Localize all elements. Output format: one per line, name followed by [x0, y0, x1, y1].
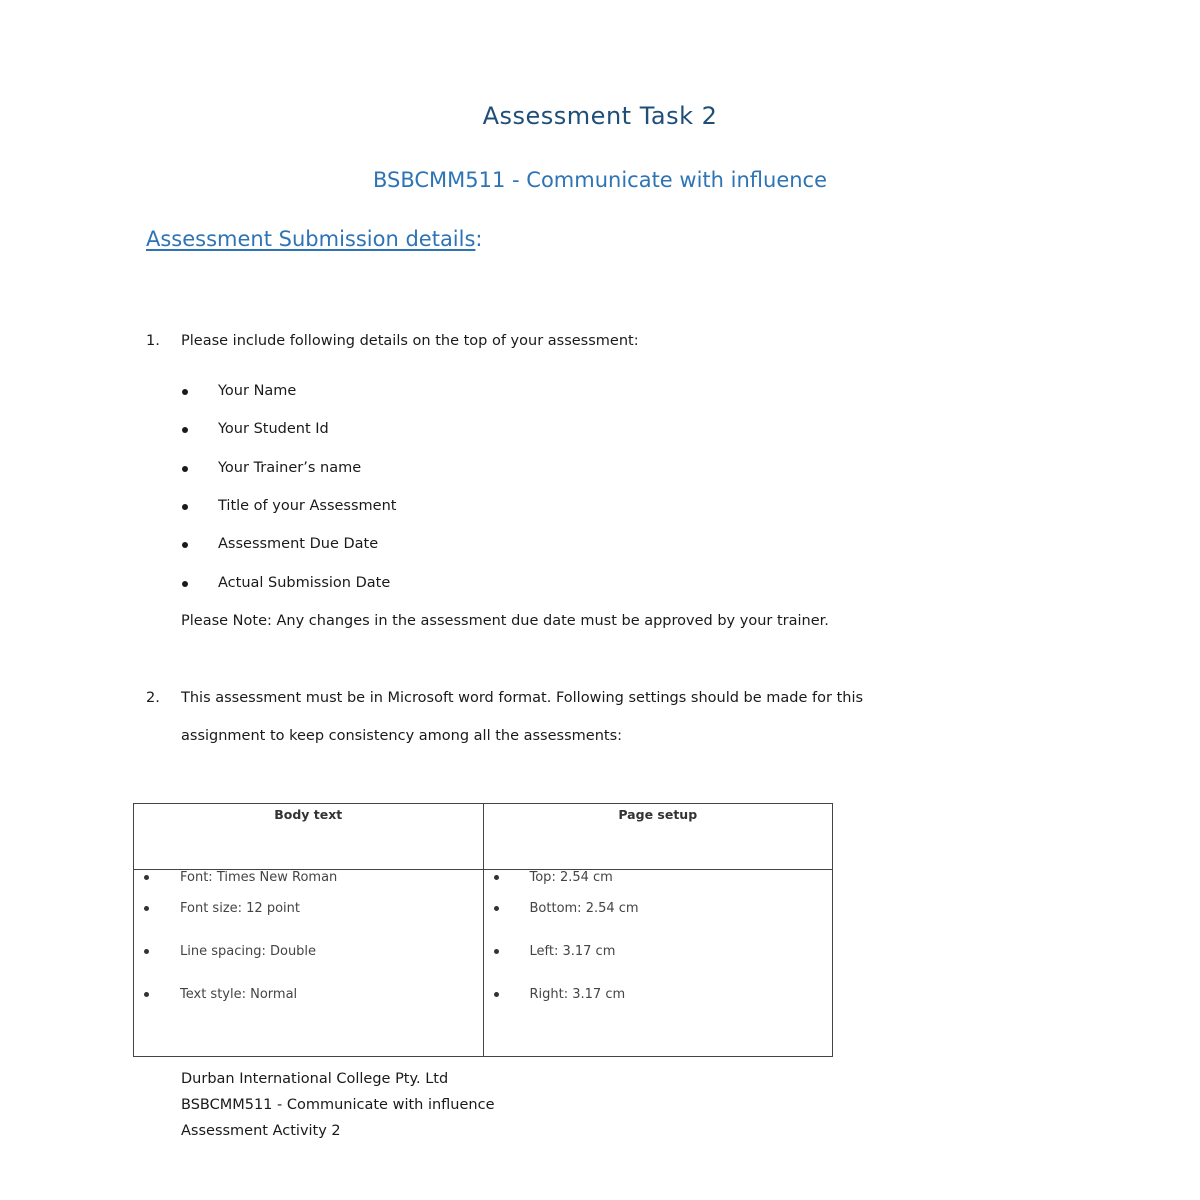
- list-item-text: Line spacing: Double: [180, 944, 317, 959]
- list-item: [180, 901, 300, 916]
- bullet-icon: [182, 542, 188, 548]
- list-item: [530, 944, 616, 959]
- bullet-icon: [144, 875, 149, 880]
- list-item-text: Actual Submission Date: [218, 575, 391, 591]
- note-text: Please Note: Any changes in the assessment due date must be approved by your trainer.: [181, 613, 829, 629]
- bullet-icon: [182, 466, 188, 472]
- bullet-icon: [182, 581, 188, 587]
- list-item-text: Title of your Assessment: [218, 498, 397, 514]
- list-item-text: Font size: 12 point: [180, 901, 300, 916]
- item2-line2: assignment to keep consistency among all the assessments:: [181, 728, 623, 744]
- footer-unit: BSBCMM511 - Communicate with influence: [181, 1097, 495, 1113]
- list-item-text: Your Student Id: [218, 421, 329, 437]
- settings-table: [133, 803, 833, 1057]
- list-item: [530, 901, 639, 916]
- list-item: [180, 944, 316, 959]
- bullet-icon: [144, 949, 149, 954]
- bullet-icon: [182, 389, 188, 395]
- item2-line1: This assessment must be in Microsoft word format. Following settings should be made for this: [181, 690, 864, 706]
- bullet-icon: [494, 992, 499, 997]
- list-item: [180, 987, 297, 1002]
- bullet-icon: [144, 906, 149, 911]
- header-page-setup: Page setup: [483, 804, 833, 870]
- list-item-text: Font: Times New Roman: [180, 870, 338, 885]
- list-item-text: Text style: Normal: [180, 987, 298, 1002]
- list-item: [180, 870, 337, 885]
- document-subtitle: BSBCMM511 - Communicate with influence: [372, 168, 828, 192]
- item2-number: 2.: [146, 690, 160, 706]
- list-item-text: Left: 3.17 cm: [529, 944, 616, 959]
- header-body-text: Body text: [134, 804, 484, 870]
- table-header-row: [134, 804, 833, 870]
- body-text-cell: [134, 870, 484, 1057]
- page-setup-cell: [483, 870, 833, 1057]
- list-item-text: Bottom: 2.54 cm: [529, 901, 639, 916]
- footer-college: Durban International College Pty. Ltd: [181, 1071, 449, 1087]
- footer-activity: Assessment Activity 2: [181, 1123, 341, 1139]
- section-heading: [146, 227, 483, 251]
- document-title: Assessment Task 2: [482, 102, 718, 130]
- list-item-text: Your Name: [218, 383, 297, 399]
- bullet-icon: [144, 992, 149, 997]
- list-item-text: Right: 3.17 cm: [529, 987, 626, 1002]
- list-item: [530, 870, 613, 885]
- section-heading-text: Assessment Submission details: [146, 227, 476, 251]
- item1-text: Please include following details on the top of your assessment:: [181, 333, 639, 349]
- bullet-icon: [494, 906, 499, 911]
- item1-number: 1.: [146, 333, 160, 349]
- list-item-text: Assessment Due Date: [218, 536, 379, 552]
- table-row: [134, 870, 833, 1057]
- list-item: [530, 987, 626, 1002]
- section-heading-colon: :: [475, 227, 483, 251]
- bullet-icon: [182, 504, 188, 510]
- list-item-text: Your Trainer’s name: [218, 460, 362, 476]
- bullet-icon: [494, 875, 499, 880]
- bullet-icon: [494, 949, 499, 954]
- list-item-text: Top: 2.54 cm: [529, 870, 613, 885]
- bullet-icon: [182, 427, 188, 433]
